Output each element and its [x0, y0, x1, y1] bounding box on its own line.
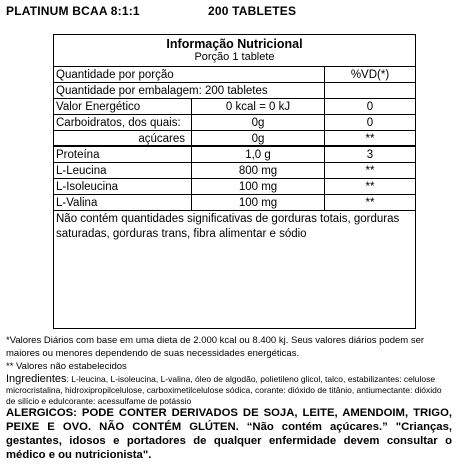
nutrient-name: Valor Energético — [56, 101, 141, 113]
servings-per-pack-row — [54, 83, 415, 99]
table-title: Informação Nutricional — [166, 37, 303, 51]
nutrient-name: L-Leucina — [56, 165, 107, 177]
table-row — [54, 115, 415, 131]
footnotes — [6, 334, 450, 373]
nutrient-name: L-Isoleucina — [56, 181, 119, 193]
nutrient-vd: 0 — [324, 99, 415, 114]
table-row — [54, 163, 415, 179]
ingredients-text: : L-leucina, L-isoleucina, L-valina, óleo de algodão, polietileno glicol, talco, estabilizantes: celulose microcristalina, hidroxipropilcelulose, carboximetilcelulose sódica, corante: dióxido de titânio, antiumectante: dióxido de silício e edulcorante: acessulfame de potássio — [6, 374, 442, 406]
nutrient-name: açúcares — [138, 133, 185, 145]
allergen-warning: ALERGICOS: PODE CONTER DERIVADOS DE SOJA, LEITE, AMENDOIM, TRIGO, PEIXE E OVO. NÃO CONTÉM GLÚTEN. “Não contém açúcares.” "Crianças, gestantes, idosos e portadores de qualquer enfermidade devem consultar o médico e ou nutricionista". — [6, 407, 452, 461]
vd-label: %VD(*) — [324, 67, 415, 82]
serving-label: Quantidade por porção — [56, 69, 174, 81]
tablet-count: 200 TABLETES — [208, 4, 297, 18]
nutrient-amount: 0g — [191, 131, 324, 145]
product-header — [6, 4, 450, 20]
nutrition-table — [53, 34, 416, 329]
nutrient-name: Proteína — [56, 149, 100, 161]
nutrient-amount: 0g — [191, 115, 324, 130]
empty-cell — [324, 83, 415, 98]
serving-size: Porção 1 tablete — [54, 51, 415, 67]
nutrient-vd: ** — [324, 163, 415, 178]
table-row — [54, 99, 415, 115]
table-row — [54, 195, 415, 211]
table-row — [54, 147, 415, 163]
table-note: Não contém quantidades significativas de gorduras totais, gorduras saturadas, gorduras trans, fibra alimentar e sódio — [56, 213, 400, 240]
nutrient-vd: ** — [324, 195, 415, 210]
nutrient-vd: 3 — [324, 147, 415, 162]
nutrient-vd: ** — [324, 131, 415, 145]
table-row — [54, 179, 415, 195]
footnote-daily-values: *Valores Diários com base em uma dieta de 2.000 kcal ou 8.400 kj. Seus valores diários podem ser maiores ou menores dependendo de suas necessidades energéticas. — [6, 335, 425, 359]
serving-header-row — [54, 67, 415, 83]
nutrient-vd: ** — [324, 179, 415, 194]
servings-per-pack: Quantidade por embalagem: 200 tabletes — [56, 85, 268, 97]
ingredients — [6, 374, 452, 407]
nutrient-amount: 0 kcal = 0 kJ — [191, 99, 324, 114]
table-row — [54, 131, 415, 147]
footnote-not-established: ** Valores não estabelecidos — [6, 361, 127, 372]
nutrient-amount: 100 mg — [191, 195, 324, 210]
nutrient-amount: 800 mg — [191, 163, 324, 178]
nutrient-name: L-Valina — [56, 197, 98, 209]
product-name: PLATINUM BCAA 8:1:1 — [6, 4, 140, 18]
nutrient-name: Carboidratos, dos quais: — [56, 117, 181, 129]
nutrient-vd: 0 — [324, 115, 415, 130]
nutrient-amount: 1,0 g — [191, 147, 324, 162]
ingredients-label: Ingredientes — [6, 373, 67, 385]
nutrient-amount: 100 mg — [191, 179, 324, 194]
